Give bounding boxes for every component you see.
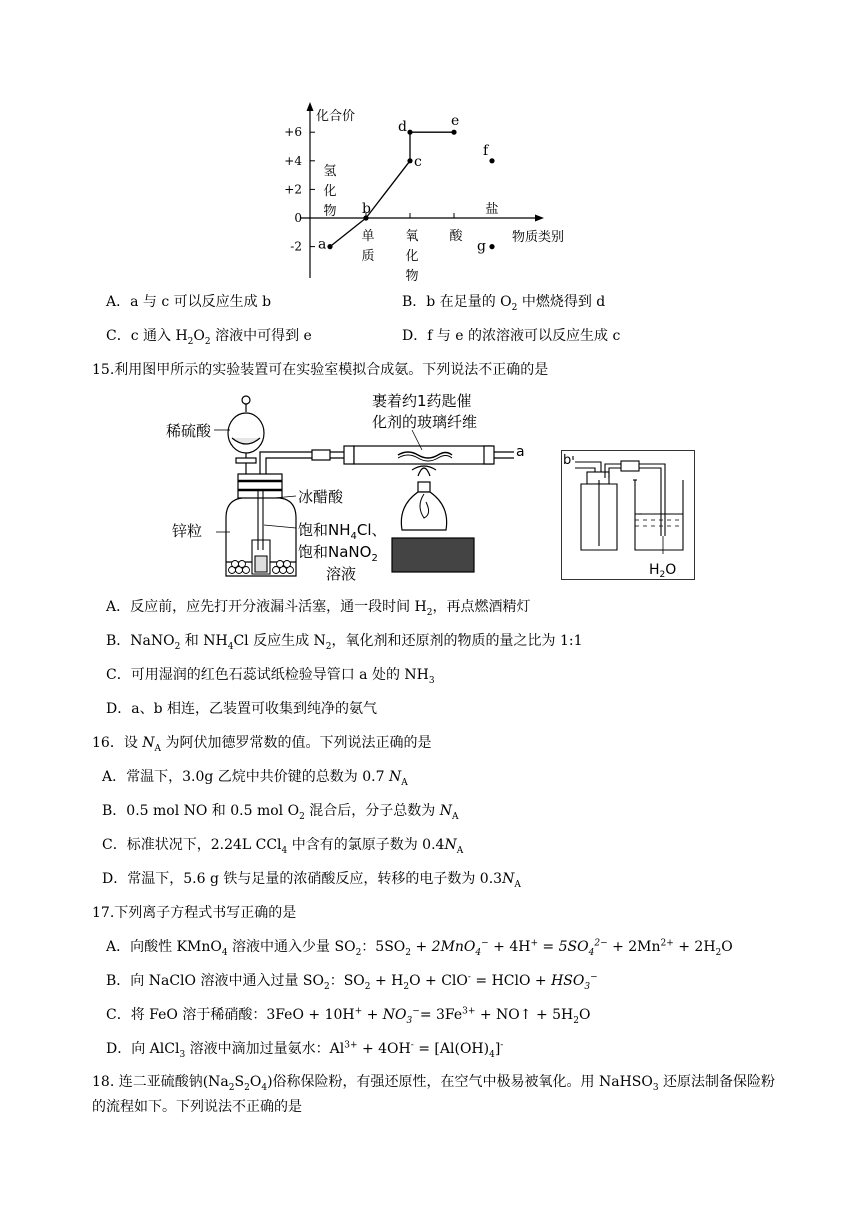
q15-stem: 15.利用图甲所示的实验装置可在实验室模拟合成氨。下列说法不正确的是	[92, 362, 549, 378]
point-f	[489, 158, 494, 163]
label-saturated-nh4cl: 饱和$NH_4Cl$、	[298, 521, 387, 542]
y-axis-arrow	[307, 102, 314, 111]
q15-option-a: A．反应前，应先打开分液漏斗活塞，通一段时间 $H_2$，再点燃酒精灯	[106, 599, 531, 618]
point-label-g: g	[477, 238, 486, 255]
label-zinc: 锌粒	[172, 522, 203, 540]
q16-option-a: A．常温下，3.0g 乙烷中共价键的总数为 0.7 $N_A$	[102, 769, 408, 788]
q16-stem: 16．设 $N_A$ 为阿伏加德罗常数的值。下列说法正确的是	[92, 735, 432, 754]
label-solution: 溶液	[326, 565, 357, 583]
catalyst-tube	[354, 446, 514, 464]
q18-stem-line2: 的流程如下。下列说法不正确的是	[92, 1099, 302, 1115]
apparatus-figure-a	[166, 390, 536, 584]
q14-option-b: B．b 在足量的 $O_2$ 中燃烧得到 d	[402, 294, 606, 313]
q14-option-a: A．a 与 c 可以反应生成 b	[106, 294, 272, 310]
y-tick-label: -2	[290, 239, 302, 254]
q14-option-d: D．f 与 e 的浓溶液可以反应生成 c	[402, 328, 621, 344]
point-label-e: e	[451, 113, 460, 130]
y-tick-label: 0	[294, 211, 302, 225]
y-axis-label: 化合价	[316, 109, 356, 124]
category-label-char: 物	[405, 269, 419, 284]
q16-option-b: B．0.5 mol NO 和 0.5 mol $O_2$ 混合后，分子总数为 $N_A$	[102, 803, 459, 822]
label-glacial-acetic-acid: 冰醋酸	[298, 488, 344, 506]
y-tick-label: +2	[284, 182, 302, 197]
y-tick-label: +4	[284, 153, 302, 168]
category-label-char: 酸	[449, 229, 463, 244]
point-c	[407, 158, 412, 163]
x-axis-arrow	[535, 215, 544, 222]
label-dilute-sulfuric-acid: 稀硫酸	[166, 422, 212, 440]
q15-option-b: B．NaNO$_2$ 和 $NH_4Cl$ 反应生成 $N_2$，氧化剂和还原剂的物质的量之比为 1:1	[106, 633, 583, 652]
q17-option-b: B．向 NaClO 溶液中通入过量 $SO_2$：$SO_2 + H_2O + ClO^-$ = HClO + $HSO_3^-$	[106, 972, 598, 992]
category-label-char: 化	[323, 184, 337, 199]
q17-option-a: A．向酸性 KMnO$_4$ 溶液中通入少量 $SO_2$：$5SO_2 + 2MnO_4^- + 4H^+ = 5SO_4^{2-} + 2Mn^{2+} + 2H_2O$	[106, 938, 733, 958]
category-label-char: 盐	[485, 202, 499, 217]
y-tick-label: +6	[284, 125, 302, 140]
q14-option-c: C．c 通入 $H_2O_2$ 溶液中可得到 e	[106, 328, 312, 347]
connector-b-c	[366, 161, 410, 218]
point-label-d: d	[398, 119, 407, 136]
category-label-char: 质	[361, 249, 375, 264]
point-label-b: b	[362, 201, 371, 217]
point-label-a: a	[318, 236, 327, 253]
apparatus-figure-b	[561, 450, 695, 580]
category-label-char: 物	[323, 204, 337, 219]
label-saturated-nano2: 饱和NaNO$_2$	[298, 543, 378, 564]
q17-stem: 17.下列离子方程式书写正确的是	[92, 905, 297, 921]
q16-option-d: D．常温下，5.6 g 铁与足量的浓硝酸反应，转移的电子数为 $0.3N_A$	[102, 871, 521, 890]
q15-option-d: D．a、b 相连，乙装置可收集到纯净的氨气	[106, 701, 377, 717]
category-label-char: 化	[405, 249, 419, 264]
point-g	[489, 244, 494, 249]
q15-option-c: C．可用湿润的红色石蕊试纸检验导管口 a 处的 $NH_3$	[106, 667, 435, 686]
label-outlet-a: a	[516, 444, 525, 460]
category-label-char: 单	[361, 229, 375, 244]
q18-stem-line1: 18. 连二亚硫酸钠$(Na_2S_2O_4)$俗称保险粉，有强还原性，在空气中极易被氧化。用 NaHSO$_3$ 还原法制备保险粉	[92, 1074, 776, 1093]
q17-option-d: D．向 AlCl$_3$ 溶液中滴加过量氨水：$Al^{3+} + 4OH^- = [Al(OH)_4]^-$	[106, 1040, 504, 1060]
q17-option-c: C．将 FeO 溶于稀硝酸：$3FeO + 10H^+ + NO_3^-= 3Fe^{3+}$ + NO↑ + $5H_2O$	[106, 1006, 591, 1026]
label-catalyst-line1: 裹着约1药匙催	[372, 392, 472, 410]
label-catalyst-line2: 化剂的玻璃纤维	[372, 413, 478, 431]
point-label-c: c	[414, 153, 422, 170]
category-label-char: 氧	[405, 229, 419, 244]
point-label-f: f	[483, 142, 489, 159]
label-inlet-b: b	[563, 453, 572, 468]
point-a	[327, 244, 332, 249]
category-label-char: 氢	[323, 164, 337, 179]
point-d	[407, 130, 412, 135]
point-e	[451, 130, 456, 135]
valence-category-chart	[280, 98, 580, 288]
chart-axes	[300, 102, 544, 278]
x-axis-label: 物质类别	[512, 230, 565, 245]
q16-option-c: C．标准状况下，2.24L CCl$_4$ 中含有的氯原子数为 $0.4N_A$	[102, 837, 464, 856]
label-water: $H_2O$	[649, 562, 677, 580]
